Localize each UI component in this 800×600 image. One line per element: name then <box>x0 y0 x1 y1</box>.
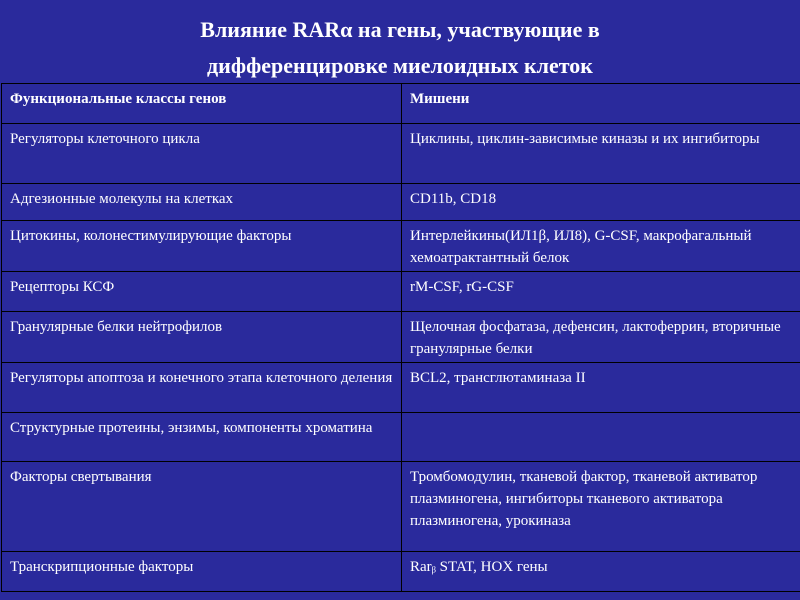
row-target: Щелочная фосфатаза, дефенсин, лактоферрин, вторичные гранулярные белки <box>402 312 800 363</box>
table-row <box>2 184 800 221</box>
table-row <box>2 312 800 363</box>
row-class: Гранулярные белки нейтрофилов <box>2 312 402 363</box>
row-target: BCL2, трансглютаминаза II <box>402 363 800 413</box>
table-row <box>2 221 800 272</box>
table-row <box>2 552 800 592</box>
row-class: Рецепторы КСФ <box>2 272 402 312</box>
slide-title <box>0 12 800 84</box>
row-target: rM-CSF, rG-CSF <box>402 272 800 312</box>
table-row <box>2 124 800 184</box>
row-target: Интерлейкины(ИЛ1β, ИЛ8), G-CSF, макрофагальный хемоатрактантный белок <box>402 221 800 272</box>
row-target: CD11b, CD18 <box>402 184 800 221</box>
table-row <box>2 272 800 312</box>
row-target: Циклины, циклин-зависимые киназы и их ингибиторы <box>402 124 800 184</box>
row-target <box>402 413 800 462</box>
header-gene-classes: Функциональные классы генов <box>2 84 402 124</box>
row-class: Транскрипционные факторы <box>2 552 402 592</box>
header-targets: Мишени <box>402 84 800 124</box>
row-class: Факторы свертывания <box>2 462 402 552</box>
table-row <box>2 462 800 552</box>
table-row <box>2 363 800 413</box>
genes-table <box>1 83 800 592</box>
title-line-1: Влияние RARα на гены, участвующие в <box>200 17 600 42</box>
row-class: Цитокины, колонестимулирующие факторы <box>2 221 402 272</box>
row-class: Структурные протеины, энзимы, компоненты хроматина <box>2 413 402 462</box>
row-target: Rarᵦ STAT, HOX гены <box>402 552 800 592</box>
title-line-2: дифференцировке миелоидных клеток <box>207 53 593 78</box>
row-class: Регуляторы апоптоза и конечного этапа клеточного деления <box>2 363 402 413</box>
row-target: Тромбомодулин, тканевой фактор, тканевой активатор плазминогена, ингибиторы тканевого активатора плазминогена, урокиназа <box>402 462 800 552</box>
row-class: Регуляторы клеточного цикла <box>2 124 402 184</box>
row-class: Адгезионные молекулы на клетках <box>2 184 402 221</box>
table-header-row <box>2 84 800 124</box>
table-row <box>2 413 800 462</box>
